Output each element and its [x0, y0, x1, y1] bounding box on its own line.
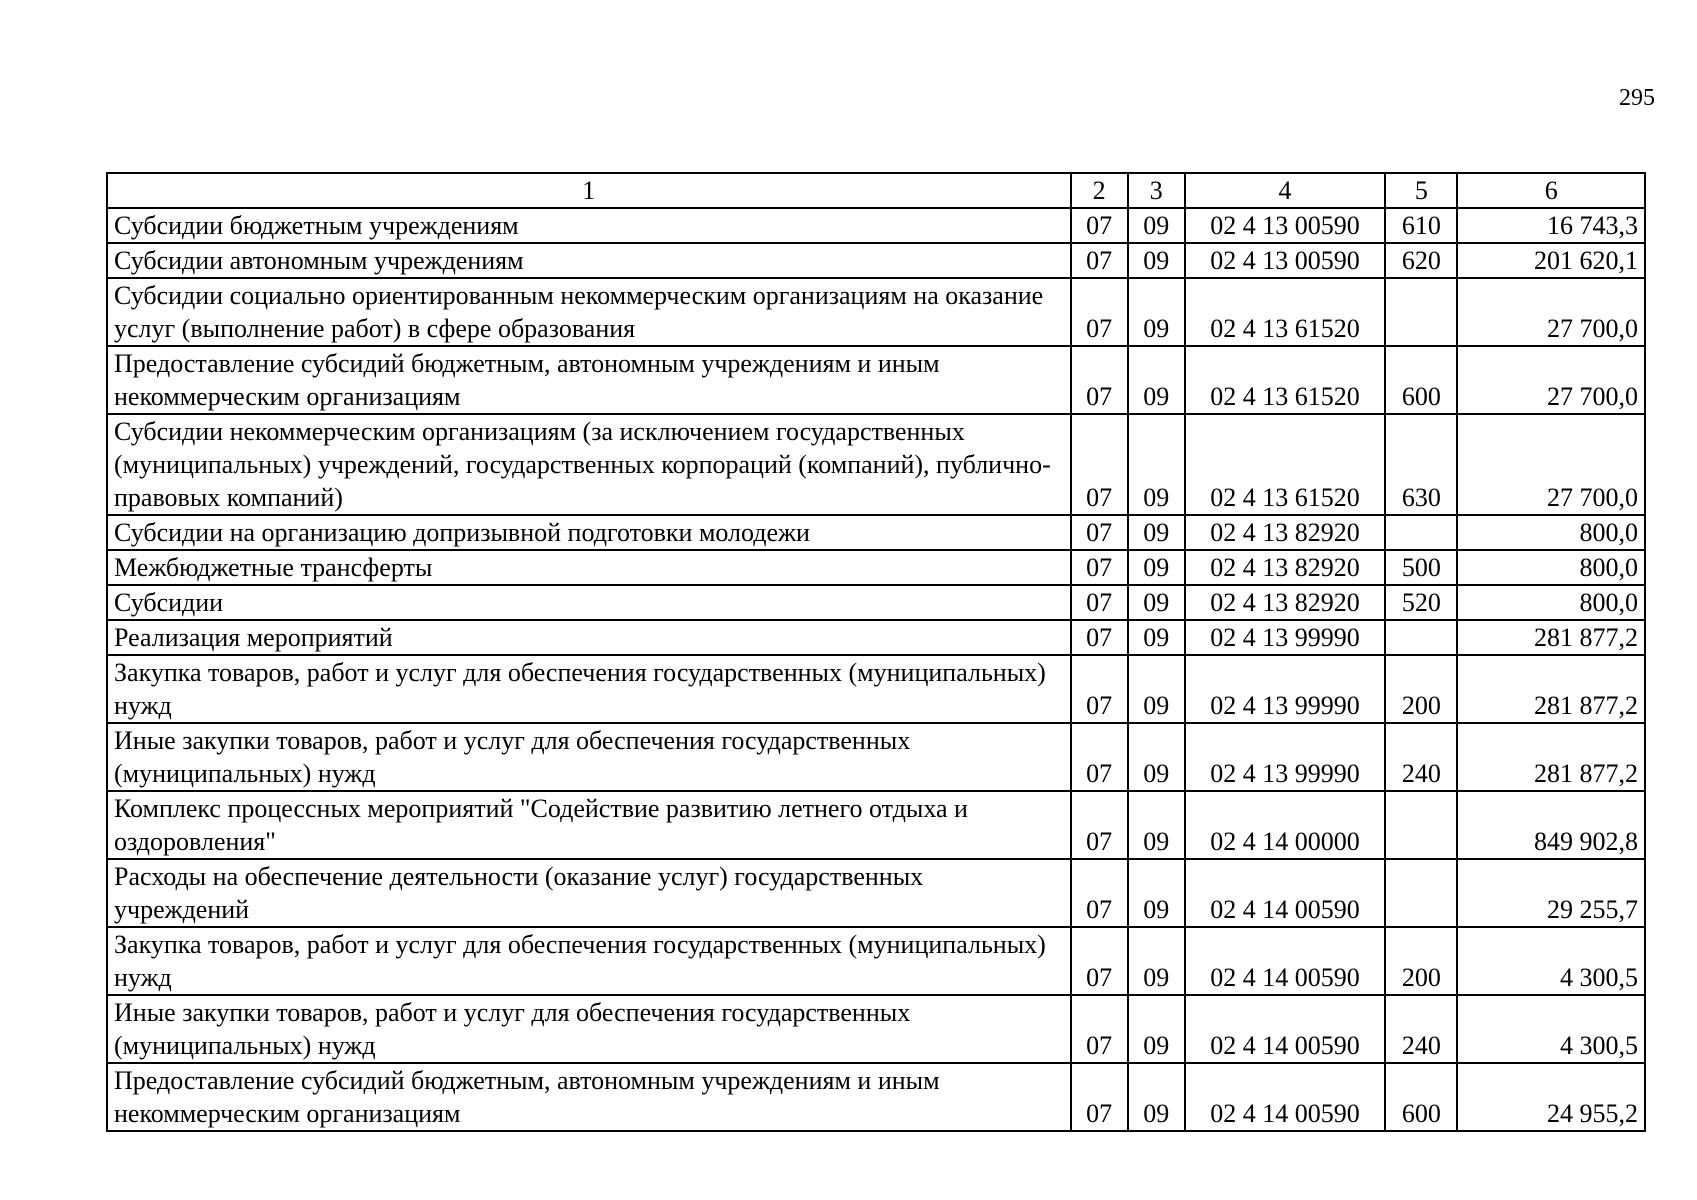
table-row — [107, 515, 1645, 550]
row-name-cell: Субсидии на организацию допризывной подготовки молодежи — [107, 515, 1071, 550]
row-name-cell: Субсидии — [107, 585, 1071, 620]
row-type-cell — [1385, 791, 1457, 859]
row-amount-cell: 27 700,0 — [1457, 346, 1645, 414]
row-name-cell: Субсидии некоммерческим организациям (за исключением государственных (муниципальных) учреждений, государственных корпораций (компаний), публично-правовых компаний) — [107, 414, 1071, 515]
table-row — [107, 655, 1645, 723]
row-section-cell: 07 — [1071, 655, 1128, 723]
table-row — [107, 620, 1645, 655]
row-subsection-cell: 09 — [1128, 655, 1185, 723]
table-row — [107, 550, 1645, 585]
row-code-cell: 02 4 13 82920 — [1185, 550, 1386, 585]
row-section-cell: 07 — [1071, 859, 1128, 927]
row-code-cell: 02 4 13 61520 — [1185, 278, 1386, 346]
table-row — [107, 791, 1645, 859]
column-header-5: 5 — [1385, 173, 1457, 208]
table-row — [107, 585, 1645, 620]
row-subsection-cell: 09 — [1128, 620, 1185, 655]
row-section-cell: 07 — [1071, 208, 1128, 243]
row-subsection-cell: 09 — [1128, 515, 1185, 550]
page-number: 295 — [1619, 85, 1655, 111]
row-section-cell: 07 — [1071, 723, 1128, 791]
row-code-cell: 02 4 13 99990 — [1185, 620, 1386, 655]
row-code-cell: 02 4 13 99990 — [1185, 723, 1386, 791]
table-row — [107, 208, 1645, 243]
table-row — [107, 1063, 1645, 1131]
row-type-cell: 610 — [1385, 208, 1457, 243]
column-header-2: 2 — [1071, 173, 1128, 208]
row-name-cell: Предоставление субсидий бюджетным, автономным учреждениям и иным некоммерческим организациям — [107, 346, 1071, 414]
budget-table — [106, 172, 1646, 1132]
row-amount-cell: 4 300,5 — [1457, 995, 1645, 1063]
row-type-cell: 240 — [1385, 723, 1457, 791]
row-code-cell: 02 4 13 82920 — [1185, 585, 1386, 620]
table-row — [107, 995, 1645, 1063]
row-subsection-cell: 09 — [1128, 208, 1185, 243]
table-row — [107, 414, 1645, 515]
row-amount-cell: 281 877,2 — [1457, 723, 1645, 791]
row-code-cell: 02 4 14 00000 — [1185, 791, 1386, 859]
row-subsection-cell: 09 — [1128, 723, 1185, 791]
row-code-cell: 02 4 13 61520 — [1185, 346, 1386, 414]
table-row — [107, 723, 1645, 791]
row-name-cell: Межбюджетные трансферты — [107, 550, 1071, 585]
column-header-4: 4 — [1185, 173, 1386, 208]
row-code-cell: 02 4 14 00590 — [1185, 859, 1386, 927]
table-row — [107, 346, 1645, 414]
row-section-cell: 07 — [1071, 585, 1128, 620]
row-amount-cell: 800,0 — [1457, 550, 1645, 585]
row-section-cell: 07 — [1071, 791, 1128, 859]
row-amount-cell: 849 902,8 — [1457, 791, 1645, 859]
column-number-header-row — [107, 173, 1645, 208]
column-header-3: 3 — [1128, 173, 1185, 208]
row-section-cell: 07 — [1071, 620, 1128, 655]
row-name-cell: Закупка товаров, работ и услуг для обеспечения государственных (муниципальных) нужд — [107, 655, 1071, 723]
table-row — [107, 859, 1645, 927]
row-type-cell: 600 — [1385, 346, 1457, 414]
column-header-1: 1 — [107, 173, 1071, 208]
row-code-cell: 02 4 13 00590 — [1185, 208, 1386, 243]
row-name-cell: Расходы на обеспечение деятельности (оказание услуг) государственных учреждений — [107, 859, 1071, 927]
row-subsection-cell: 09 — [1128, 1063, 1185, 1131]
row-section-cell: 07 — [1071, 550, 1128, 585]
row-type-cell: 500 — [1385, 550, 1457, 585]
row-amount-cell: 281 877,2 — [1457, 655, 1645, 723]
table-body — [107, 208, 1645, 1131]
row-subsection-cell: 09 — [1128, 927, 1185, 995]
row-name-cell: Субсидии социально ориентированным некоммерческим организациям на оказание услуг (выполнение работ) в сфере образования — [107, 278, 1071, 346]
row-code-cell: 02 4 13 00590 — [1185, 243, 1386, 278]
row-name-cell: Иные закупки товаров, работ и услуг для обеспечения государственных (муниципальных) нужд — [107, 723, 1071, 791]
table-row — [107, 927, 1645, 995]
row-subsection-cell: 09 — [1128, 585, 1185, 620]
row-code-cell: 02 4 14 00590 — [1185, 995, 1386, 1063]
row-section-cell: 07 — [1071, 278, 1128, 346]
row-name-cell: Предоставление субсидий бюджетным, автономным учреждениям и иным некоммерческим организациям — [107, 1063, 1071, 1131]
table-row — [107, 243, 1645, 278]
row-section-cell: 07 — [1071, 995, 1128, 1063]
row-section-cell: 07 — [1071, 346, 1128, 414]
row-type-cell: 620 — [1385, 243, 1457, 278]
row-type-cell — [1385, 859, 1457, 927]
row-type-cell: 600 — [1385, 1063, 1457, 1131]
row-subsection-cell: 09 — [1128, 243, 1185, 278]
row-type-cell: 200 — [1385, 927, 1457, 995]
row-amount-cell: 27 700,0 — [1457, 414, 1645, 515]
row-section-cell: 07 — [1071, 243, 1128, 278]
row-type-cell — [1385, 515, 1457, 550]
row-name-cell: Комплекс процессных мероприятий "Содействие развитию летнего отдыха и оздоровления" — [107, 791, 1071, 859]
row-name-cell: Субсидии автономным учреждениям — [107, 243, 1071, 278]
row-type-cell — [1385, 278, 1457, 346]
column-header-6: 6 — [1457, 173, 1645, 208]
row-name-cell: Иные закупки товаров, работ и услуг для обеспечения государственных (муниципальных) нужд — [107, 995, 1071, 1063]
row-amount-cell: 29 255,7 — [1457, 859, 1645, 927]
row-subsection-cell: 09 — [1128, 346, 1185, 414]
row-subsection-cell: 09 — [1128, 550, 1185, 585]
row-amount-cell: 800,0 — [1457, 515, 1645, 550]
row-amount-cell: 281 877,2 — [1457, 620, 1645, 655]
row-name-cell: Реализация мероприятий — [107, 620, 1071, 655]
row-subsection-cell: 09 — [1128, 414, 1185, 515]
row-amount-cell: 24 955,2 — [1457, 1063, 1645, 1131]
row-name-cell: Субсидии бюджетным учреждениям — [107, 208, 1071, 243]
row-code-cell: 02 4 13 99990 — [1185, 655, 1386, 723]
row-subsection-cell: 09 — [1128, 995, 1185, 1063]
row-subsection-cell: 09 — [1128, 791, 1185, 859]
row-type-cell: 630 — [1385, 414, 1457, 515]
row-amount-cell: 27 700,0 — [1457, 278, 1645, 346]
row-code-cell: 02 4 13 82920 — [1185, 515, 1386, 550]
row-section-cell: 07 — [1071, 1063, 1128, 1131]
row-code-cell: 02 4 13 61520 — [1185, 414, 1386, 515]
row-amount-cell: 800,0 — [1457, 585, 1645, 620]
row-type-cell: 240 — [1385, 995, 1457, 1063]
row-type-cell: 520 — [1385, 585, 1457, 620]
row-amount-cell: 4 300,5 — [1457, 927, 1645, 995]
row-name-cell: Закупка товаров, работ и услуг для обеспечения государственных (муниципальных) нужд — [107, 927, 1071, 995]
row-amount-cell: 201 620,1 — [1457, 243, 1645, 278]
row-section-cell: 07 — [1071, 927, 1128, 995]
row-code-cell: 02 4 14 00590 — [1185, 1063, 1386, 1131]
row-section-cell: 07 — [1071, 414, 1128, 515]
row-subsection-cell: 09 — [1128, 859, 1185, 927]
row-code-cell: 02 4 14 00590 — [1185, 927, 1386, 995]
row-amount-cell: 16 743,3 — [1457, 208, 1645, 243]
row-type-cell — [1385, 620, 1457, 655]
row-section-cell: 07 — [1071, 515, 1128, 550]
table-row — [107, 278, 1645, 346]
row-subsection-cell: 09 — [1128, 278, 1185, 346]
row-type-cell: 200 — [1385, 655, 1457, 723]
